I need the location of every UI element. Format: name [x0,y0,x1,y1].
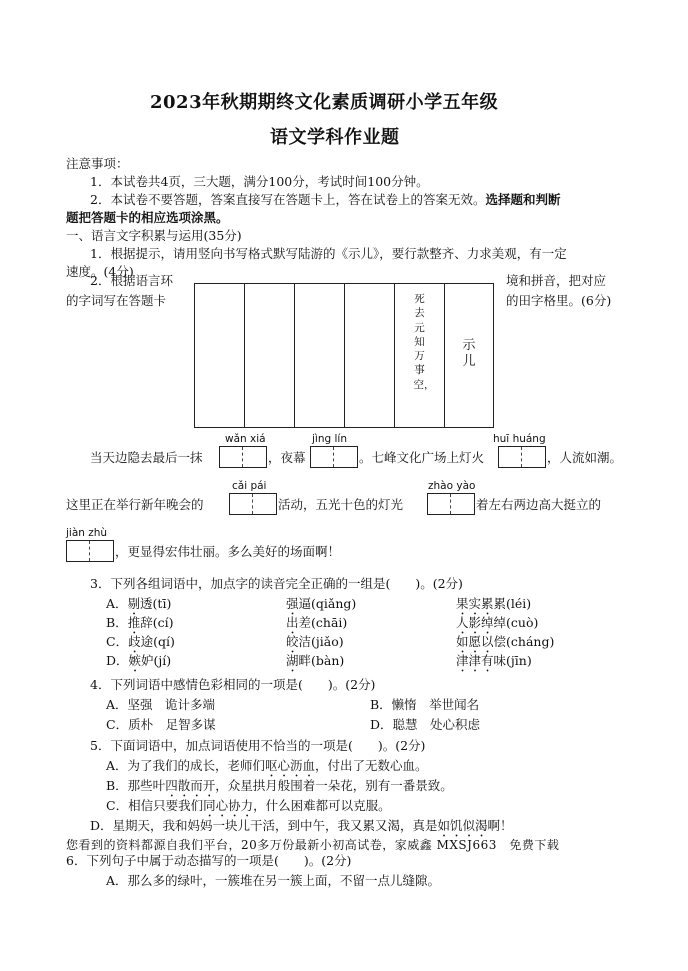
q3-option-letter[interactable]: D． [106,653,129,668]
q5-d-dotted-word: 如饥似渴 [437,818,488,833]
q5-a-text-end: ，付出了无数心血。 [315,758,428,773]
q3-dotted-char: 嫉 [128,653,142,668]
note-2 [90,191,560,209]
poem-writing-grid [194,283,494,428]
question-4-option-d[interactable]: D．聪慧 处心积虑 [370,717,481,732]
grid-column-poem-title [445,284,493,427]
q3-option-word [286,652,344,675]
q5-c-text: C．相信只要我们 [106,798,204,813]
q3-word-rest: 差(chāi) [298,615,348,630]
q5-c-text-end: ，什么困难都可以克服。 [253,798,391,813]
q3-option-letter[interactable]: C． [106,634,129,649]
note-2-bold: 选择题和判断 [485,192,561,207]
passage-1-part-1: 当天边隐去最后一抹 [90,450,203,465]
question-2-left-1: 2．根据语言环 [90,273,173,288]
q3-word-rest: 累(léi) [493,596,532,611]
q3-dotted-char: 津津有 [456,653,494,668]
q3-option-letter[interactable]: B． [106,615,128,630]
note-1: 1．本试卷共4页，三大题，满分100分，考试时间100分钟。 [90,174,429,189]
question-4-option-c[interactable]: C．质朴 足智多谋 [106,717,216,732]
note-2-text: 2．本试卷不要答题，答案直接写在答题卡上，答在试卷上的答案无效。 [90,192,486,207]
q5-a-dotted-word: 呕心沥血 [265,758,316,773]
q5-b-dotted-word: 四散而开 [165,778,216,793]
section-1-heading: 一、语言文字积累与运用(35分) [66,228,242,243]
q5-b-text-end: ，众星拱月般围着一朵花，别有一番景致。 [215,778,453,793]
tianzige-box-caipai[interactable] [229,493,277,515]
tianzige-box-huihuang[interactable] [498,446,546,468]
q3-dotted-char: 强 [286,596,299,611]
notes-heading: 注意事项： [66,156,129,171]
passage-1-part-3: 。七峰文化广场上灯火 [359,450,485,465]
title-line-1: 2023年秋期期终文化素质调研小学五年级 [150,92,499,113]
tianzige-box-wanxia[interactable] [219,446,267,468]
q3-dotted-char: 如愿以 [456,634,494,649]
pinyin-jinglin: jìng lín [312,433,347,445]
q3-option-word [106,652,171,675]
q3-word-rest: 逼(qiǎng) [298,596,357,611]
pinyin-wanxia: wǎn xiá [225,433,266,445]
q5-c-dotted-word: 同心协力 [203,798,254,813]
tianzige-box-zhaoyao[interactable] [427,493,475,515]
passage-2-part-3: 着左右两边高大挺立的 [476,497,602,512]
question-4: 4．下列词语中感情色彩相同的一项是( )。(2分) [90,677,376,692]
q3-word-rest: 味(jīn) [493,653,532,668]
question-4-option-a[interactable]: A．坚强 诡计多端 [106,697,216,712]
question-5: 5．下面词语中，加点词语使用不恰当的一项是( )。(2分) [90,738,426,753]
q5-d-text-end: 啊！ [487,818,513,833]
question-1-line-2: 速度。(4分) [66,264,134,279]
question-6: 6．下列句子中属于动态描写的一项是( )。(2分) [66,853,352,868]
pinyin-zhaoyao: zhào yào [428,480,476,492]
q3-dotted-char: 果实累 [456,596,494,611]
q3-word-rest: 畔(bàn) [298,653,345,668]
passage-1-part-2: ，夜幕 [268,450,306,465]
grid-column [195,284,245,427]
q3-dotted-char: 推 [127,615,141,630]
poem-title: 示儿 [462,338,476,369]
passage-2-part-2: 活动，五光十色的灯光 [278,497,404,512]
q3-dotted-char: 出 [286,615,299,630]
q3-word-rest: 辞(cí) [140,615,174,630]
tianzige-box-jinglin[interactable] [310,446,358,468]
question-2-left-2: 的字词写在答题卡 [66,293,167,308]
question-6-option-a[interactable]: A．那么多的绿叶，一簇堆在另一簇上面，不留一点儿缝隙。 [106,873,441,888]
question-1-line-1: 1．根据提示，请用竖向书写格式默写陆游的《示儿》，要行款整齐、力求美观，有一定 [90,246,567,261]
q3-word-rest: 妒(jí) [141,653,172,668]
q3-word-rest: 绰(cuò) [493,615,539,630]
grid-column-poem-line [395,284,445,427]
grid-column [345,284,395,427]
q3-option-word [456,652,532,675]
grid-column [295,284,345,427]
question-3: 3．下列各组词语中，加点字的读音完全正确的一组是( )。(2分) [90,576,463,591]
q3-dotted-char: 皎 [286,634,299,649]
q3-dotted-char: 人影绰 [456,615,494,630]
q3-word-rest: 偿(cháng) [493,634,555,649]
question-2-right-2: 的田字格里。(6分) [506,293,612,308]
passage-2-part-1: 这里正在举行新年晚会的 [66,497,204,512]
note-2-continued: 题把答题卡的相应选项涂黑。 [66,210,229,225]
q5-a-text: A．为了我们的成长，老师们 [106,758,266,773]
grid-column [245,284,295,427]
passage-3: ，更显得宏伟壮丽。多么美好的场面啊！ [115,544,341,559]
title-line-2: 语文学科作业题 [270,127,400,148]
q3-dotted-char: 歧 [128,634,141,649]
q3-word-rest: 洁(jiǎo) [298,634,344,649]
pinyin-huihuang: huī huáng [493,433,546,445]
q3-option-letter[interactable]: A． [106,596,128,611]
tianzige-box-jianzhu[interactable] [66,540,114,562]
poem-first-line: 死去元知万事空， [413,293,435,391]
passage-1-part-4: ，人流如潮。 [547,450,623,465]
pinyin-caipai: cǎi pái [232,480,267,492]
q3-dotted-char: 剔 [127,596,141,611]
q3-dotted-char: 湖 [286,653,299,668]
q5-d-text: D．星期天，我和妈妈一块儿干活，到中午，我又累又渴，真是 [90,818,438,833]
q3-word-rest: 途(qí) [140,634,175,649]
question-4-option-b[interactable]: B．懒惰 举世闻名 [370,697,480,712]
q3-word-rest: 透(tī) [140,596,172,611]
watermark-text: 您看到的资料都源自我们平台，20多万份最新小初高试卷，家威鑫 MXSJ663 免费下载 [66,838,560,852]
pinyin-jianzhu: jiàn zhù [66,527,108,539]
question-2-right-1: 境和拼音，把对应 [506,273,607,288]
q5-b-text: B．那些叶 [106,778,166,793]
